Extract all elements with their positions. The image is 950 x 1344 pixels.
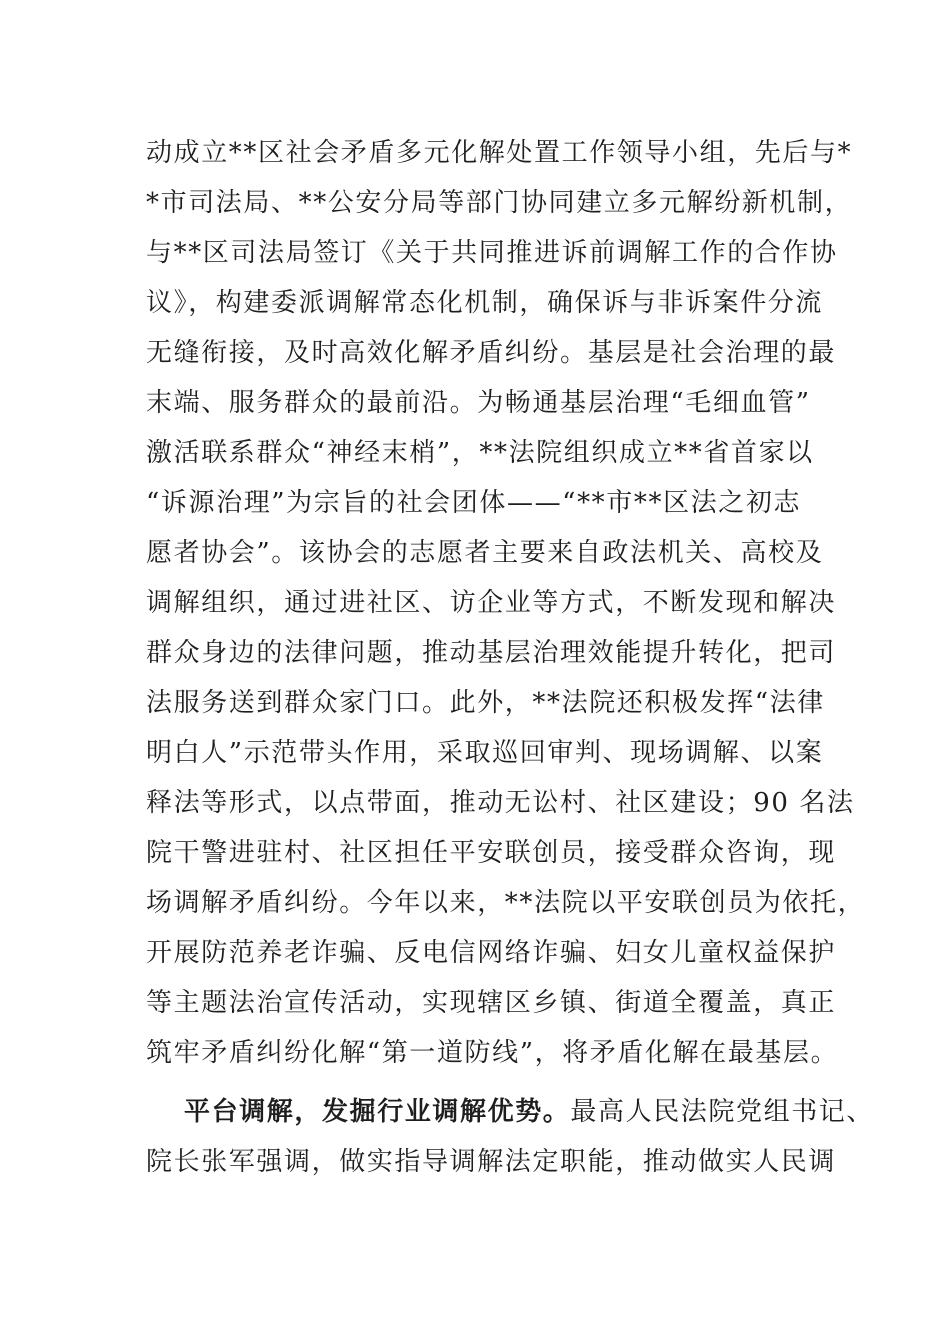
paragraph-1: [146, 128, 866, 1078]
paragraph-line: 释法等形式，以点带面，推动无讼村、社区建设；90 名法: [146, 788, 855, 818]
paragraph-text: 最高人民法院党组书记、: [570, 1097, 875, 1127]
paragraph-line: 等主题法治宣传活动，实现辖区乡镇、街道全覆盖，真正: [146, 988, 837, 1018]
paragraph-line: 开展防范养老诈骗、反电信网络诈骗、妇女儿童权益保护: [146, 938, 837, 968]
paragraph-line: 激活联系群众“神经末梢”，**法院组织成立**省首家以: [146, 438, 814, 468]
paragraph-line: *市司法局、**公安分局等部门协同建立多元解纷新机制，: [146, 188, 853, 218]
paragraph-line: 筑牢矛盾纠纷化解“第一道防线”，将矛盾化解在最基层。: [146, 1038, 839, 1068]
paragraph-line: 场调解矛盾纠纷。今年以来，**法院以平安联创员为依托，: [146, 888, 866, 918]
paragraph-line: 群众身边的法律问题，推动基层治理效能提升转化，把司: [146, 638, 837, 668]
paragraph-line: 调解组织，通过进社区、访企业等方式，不断发现和解决: [146, 588, 837, 618]
section-heading: 平台调解，发掘行业调解优势。: [184, 1097, 571, 1127]
paragraph-line: 无缝衔接，及时高效化解矛盾纠纷。基层是社会治理的最: [146, 338, 837, 368]
paragraph-line: 愿者协会”。该协会的志愿者主要来自政法机关、高校及: [146, 538, 824, 568]
paragraph-line: “诉源治理”为宗旨的社会团体——“**市**区法之初志: [146, 488, 802, 518]
paragraph-line: 议》，构建委派调解常态化机制，确保诉与非诉案件分流: [146, 288, 824, 318]
paragraph-line: 动成立**区社会矛盾多元化解处置工作领导小组，先后与*: [146, 138, 853, 168]
paragraph-line: 明白人”示范带头作用，采取巡回审判、现场调解、以案: [146, 738, 824, 768]
paragraph-line: [146, 1087, 875, 1137]
paragraph-2: [146, 1087, 875, 1187]
paragraph-line: 末端、服务群众的最前沿。为畅通基层治理“毛细血管”: [146, 388, 811, 418]
paragraph-line: 院干警进驻村、社区担任平安联创员，接受群众咨询，现: [146, 838, 837, 868]
paragraph-line: 院长张军强调，做实指导调解法定职能，推动做实人民调: [146, 1147, 837, 1177]
paragraph-line: 与**区司法局签订《关于共同推进诉前调解工作的合作协: [146, 238, 838, 268]
paragraph-line: 法服务送到群众家门口。此外，**法院还积极发挥“法律: [146, 688, 825, 718]
